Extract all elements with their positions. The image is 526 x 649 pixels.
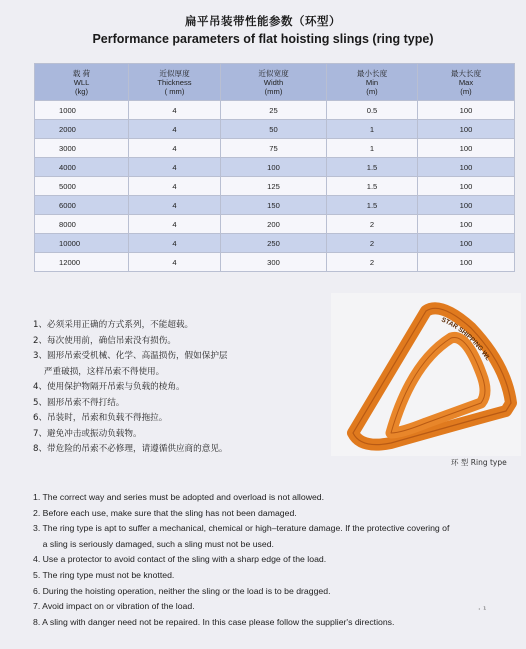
cell-thickness: 4 [129,177,221,196]
header-unit: (m) [460,86,472,96]
cell-max: 100 [418,234,515,253]
cell-width: 100 [221,158,327,177]
cell-wll: 4000 [35,158,129,177]
table-header-row [35,64,515,101]
cell-width: 200 [221,215,327,234]
header-en: Min [365,77,379,87]
page-mark: · ¹ [478,605,487,614]
cell-wll: 2000 [35,120,129,139]
cell-max: 100 [418,101,515,120]
table-row [35,177,515,196]
table-row [35,139,515,158]
cell-wll: 10000 [35,234,129,253]
header-max-length [418,64,515,101]
header-min-length [327,64,418,101]
header-cn: 载 荷 [72,68,91,78]
header-width [221,64,327,101]
cell-width: 75 [221,139,327,158]
header-thickness [129,64,221,101]
cell-min: 1 [327,139,418,158]
cell-width: 250 [221,234,327,253]
cell-wll: 3000 [35,139,129,158]
list-item: 2. Before each use, make sure that the sling has not been damaged. [33,507,297,518]
photo-caption: 环 型 Ring type [451,458,507,467]
cell-max: 100 [418,120,515,139]
cell-wll: 6000 [35,196,129,215]
parameters-table [34,63,515,272]
cell-max: 100 [418,253,515,272]
header-cn: 最大长度 [450,68,482,78]
cell-min: 2 [327,234,418,253]
header-cn: 近似厚度 [159,68,190,78]
list-item: 8. A sling with danger need not be repaired. In this case please follow the supplier's directions. [33,616,395,627]
cell-thickness: 4 [129,253,221,272]
table-row [35,215,515,234]
ring-sling-photo [331,293,521,456]
list-item: 7、避免冲击或振动负载物。 [33,428,142,439]
header-en: WLL [73,77,90,87]
list-item: 5、圆形吊索不得打结。 [33,397,125,408]
cell-min: 2 [327,253,418,272]
header-en: Thickness [157,77,192,87]
list-item: 5. The ring type must not be knotted. [33,569,175,580]
list-item: 3. The ring type is apt to suffer a mechanical, chemical or high–terature damage. If the protective covering of [33,523,450,534]
cell-wll: 8000 [35,215,129,234]
header-wll [35,64,129,101]
header-unit: ( mm) [164,86,185,96]
header-cn: 近似宽度 [258,68,289,78]
cell-max: 100 [418,177,515,196]
title-en: Performance parameters of flat hoisting slings (ring type) [92,32,434,46]
table-row [35,196,515,215]
table-row [35,253,515,272]
header-cn: 最小长度 [356,68,388,78]
list-item: 1. The correct way and series must be adopted and overload is not allowed. [33,492,325,502]
table-row [35,120,515,139]
cell-thickness: 4 [129,196,221,215]
header-en: Width [263,77,284,87]
notes-en-list [33,490,449,630]
sling-band-label: STAR SHIPPING WL [440,316,492,363]
cell-width: 150 [221,196,327,215]
notes-cn-list [33,318,228,458]
ring-sling-illustration [331,293,521,456]
cell-min: 1.5 [327,158,418,177]
list-item: 4. Use a protector to avoid contact of the sling with a sharp edge of the load. [33,554,327,565]
list-item: 4、使用保护物隔开吊索与负载的棱角。 [33,382,185,392]
list-item: 2、每次使用前，确信吊索没有损伤。 [33,335,176,346]
title-cn: 扁平吊装带性能参数（环型） [185,14,341,28]
list-item: 1、必须采用正确的方式系列，不能超载。 [33,320,194,330]
list-item: 严重破损，这样吊索不得使用。 [33,366,165,377]
header-unit: (mm) [264,86,283,96]
list-item: 8、带危险的吊索不必修理，请遵循供应商的意见。 [33,444,228,454]
cell-max: 100 [418,139,515,158]
header-unit: (m) [366,86,378,96]
cell-width: 25 [221,101,327,120]
cell-min: 2 [327,215,418,234]
cell-min: 1 [327,120,418,139]
cell-width: 50 [221,120,327,139]
cell-min: 1.5 [327,177,418,196]
cell-max: 100 [418,158,515,177]
cell-wll: 1000 [35,101,129,120]
cell-width: 300 [221,253,327,272]
header-en: Max [458,77,474,87]
cell-wll: 5000 [35,177,129,196]
cell-thickness: 4 [129,101,221,120]
table-row [35,234,515,253]
table-row [35,158,515,177]
cell-thickness: 4 [129,234,221,253]
cell-min: 1.5 [327,196,418,215]
cell-wll: 12000 [35,253,129,272]
list-item: 6. During the hoisting operation, neither the sling or the load is to be dragged. [33,585,331,596]
cell-thickness: 4 [129,120,221,139]
list-item: a sling is seriously damaged, such a sling must not be used. [33,538,274,549]
cell-thickness: 4 [129,215,221,234]
cell-max: 100 [418,196,515,215]
cell-thickness: 4 [129,139,221,158]
list-item: 3、圆形吊索受机械、化学、高温损伤，假如保护层 [33,351,228,361]
table-row [35,101,515,120]
cell-max: 100 [418,215,515,234]
list-item: 6、吊装时，吊索和负载不得拖拉。 [33,413,168,423]
cell-thickness: 4 [129,158,221,177]
list-item: 7. Avoid impact on or vibration of the load. [33,601,195,612]
cell-min: 0.5 [327,101,418,120]
cell-width: 125 [221,177,327,196]
header-unit: (kg) [74,86,89,96]
